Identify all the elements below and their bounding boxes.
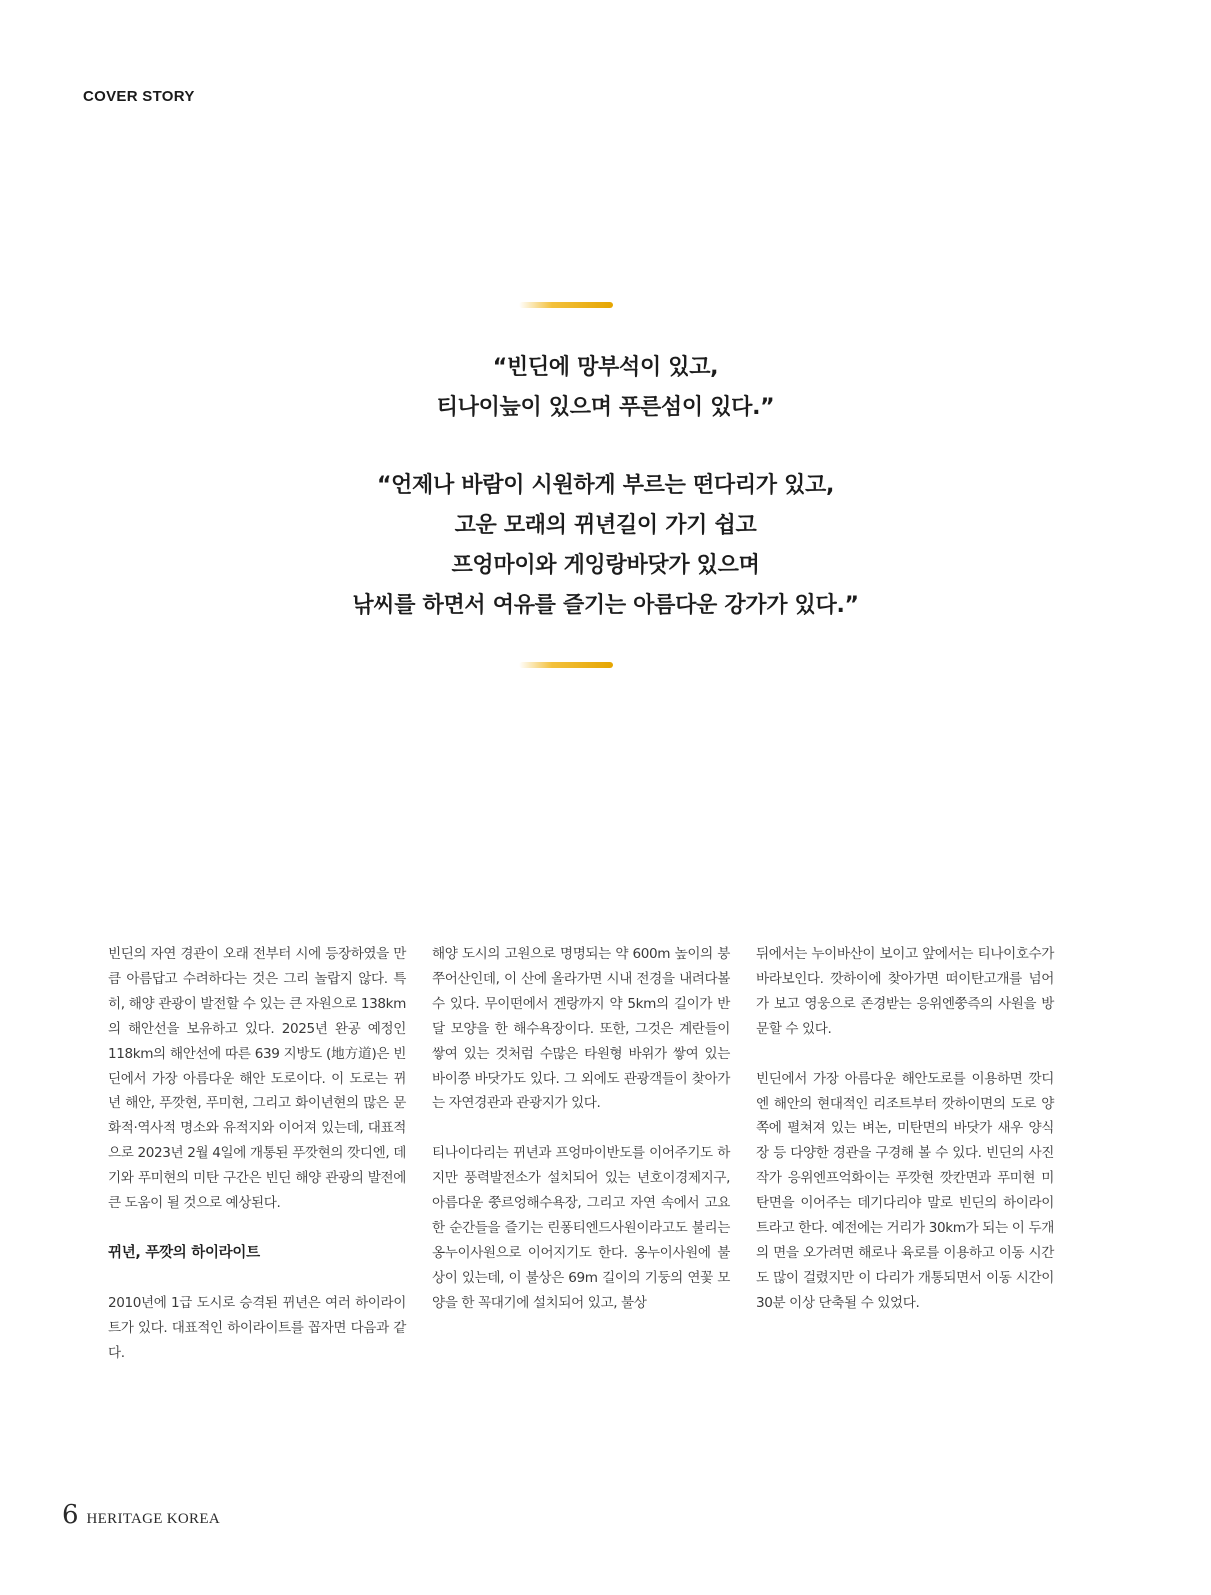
section-label: COVER STORY [83,88,195,105]
paragraph: 해양 도시의 고원으로 명명되는 약 600m 높이의 붕쭈어산인데, 이 산에 올라가면 시내 전경을 내려다볼 수 있다. 무이떤에서 겐랑까지 약 5km의 길이가 반달 모양을 한 해수욕장이다. 또한, 그것은 계란들이 쌓여 있는 것처럼 수많은 타원형 바위가 쌓여 있는 바이쯩 바닷가도 있다. 그 외에도 관광객들이 찾아가는 자연경관과 관광지가 있다. [432,946,730,1112]
quote-line: 프엉마이와 게잉랑바닷가 있으며 [451,553,760,578]
paragraph: 빈딘에서 가장 아름다운 해안도로를 이용하면 깟디엔 해안의 현대적인 리조트부터 깟하이면의 도로 양쪽에 펼쳐져 있는 벼논, 미탄면의 바닷가 새우 양식장 등 다양한 경관을 구경해 볼 수 있다. 빈딘의 사진작가 응위엔프억화이는 푸깟현 깟칸면과 푸미현 미탄면을 이어주는 데기다리야 말로 빈딘의 하이라이트라고 한다. 예전에는 거리가 30km가 되는 이 두개의 면을 오가려면 해로나 육로를 이용하고 이동 시간도 많이 걸렸지만 이 다리가 개통되면서 이동 시간이 30분 이상 단축될 수 있었다. [756,1070,1054,1311]
quote-line: 고운 모래의 뀌년길이 가기 쉽고 [454,513,757,538]
top-gold-rule [519,302,613,308]
quote-line: “언제나 바람이 시원하게 부르는 떤다리가 있고, [376,473,835,498]
body-column-3 [756,942,1054,1316]
page-footer [62,1500,220,1540]
publication-title: HERITAGE KOREA [86,1511,220,1527]
quote-line: “빈딘에 망부석이 있고, [492,355,719,380]
body-column-1 [108,942,406,1366]
bottom-gold-rule [519,662,613,668]
quote-block-1 [0,348,1211,428]
quote-line: 낚씨를 하면서 여유를 즐기는 아름다운 강가가 있다.” [352,593,859,618]
quote-block-2 [0,466,1211,626]
quote-line: 티나이늪이 있으며 푸른섬이 있다.” [436,395,775,420]
page-number: 6 [62,1500,79,1530]
paragraph: 2010년에 1급 도시로 승격된 뀌년은 여러 하이라이트가 있다. 대표적인 하이라이트를 꼽자면 다음과 같다. [108,1294,406,1361]
paragraph: 티나이다리는 뀌년과 프엉마이반도를 이어주기도 하지만 풍력발전소가 설치되어 있는 년호이경제지구, 아름다운 쭝르엉해수욕장, 그리고 자연 속에서 고요한 순간들을 즐기는 린퐁티엔드사원이라고도 불리는 옹누이사원으로 이어지기도 한다. 옹누이사원에 불상이 있는데, 이 불상은 69m 길이의 기둥의 연꽃 모양을 한 꼭대기에 설치되어 있고, 불상 [432,1145,730,1311]
body-column-2 [432,942,730,1316]
paragraph: 뒤에서는 누이바산이 보이고 앞에서는 티나이호수가 바라보인다. 깟하이에 찾아가면 떠이탄고개를 넘어가 보고 영웅으로 존경받는 응위엔쭝즉의 사원을 방문할 수 있다. [756,946,1054,1037]
subheading: 뀌년, 푸깟의 하이라이트 [108,1244,260,1261]
paragraph: 빈딘의 자연 경관이 오래 전부터 시에 등장하였을 만큼 아름답고 수려하다는 것은 그리 놀랍지 않다. 특히, 해양 관광이 발전할 수 있는 큰 자원으로 138km의 해안선을 보유하고 있다. 2025년 완공 예정인 118km의 해안선에 따른 639 지방도 (地方道)은 빈딘에서 가장 아름다운 해안 도로이다. 이 도로는 뀌년 해안, 푸깟현, 푸미현, 그리고 화이년현의 많은 문화적·역사적 명소와 유적지와 이어져 있는데, 대표적으로 2023년 2월 4일에 개통된 푸깟현의 깟디엔, 데기와 푸미현의 미탄 구간은 빈딘 해양 관광의 발전에 큰 도움이 될 것으로 예상된다. [108,946,406,1212]
